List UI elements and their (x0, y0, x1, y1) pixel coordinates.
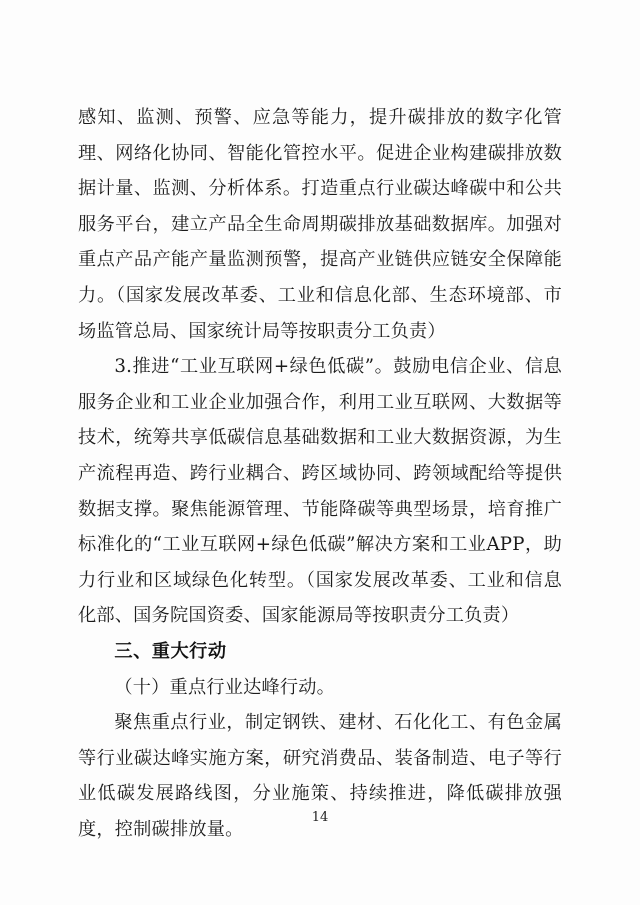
paragraph-3: （十）重点行业达峰行动。 (114, 676, 336, 698)
section-heading-three: 三、重大行动 (114, 640, 227, 662)
paragraph-4: 聚焦重点行业，制定钢铁、建材、石化化工、有色金属等行业碳达峰实施方案，研究消费品、装备制造、电子等行业低碳发展路线图，分业施策、持续推进，降低碳排放强度，控制碳排放量。 (78, 712, 562, 840)
paragraph-1: 感知、监测、预警、应急等能力，提升碳排放的数字化管理、网络化协同、智能化管控水平。促进企业构建碳排放数据计量、监测、分析体系。打造重点行业碳达峰碳中和公共服务平台，建立产品全生命周期碳排放基础数据库。加强对重点产品产能产量监测预警，提高产业链供应链安全保障能力。（国家发展改革委、工业和信息化部、生态环境部、市场监管总局、国家统计局等按职责分工负责） (78, 107, 562, 342)
page-content (78, 100, 562, 847)
page-number: 14 (311, 810, 329, 825)
paragraph-2: 3.推进“工业互联网+绿色低碳”。鼓励电信企业、信息服务企业和工业企业加强合作，利用工业互联网、大数据等技术，统筹共享低碳信息基础数据和工业大数据资源，为生产流程再造、跨行业耦合、跨区域协同、跨领域配给等提供数据支撑。聚焦能源管理、节能降碳等典型场景，培育推广标准化的“工业互联网+绿色低碳”解决方案和工业APP，助力行业和区域绿色化转型。（国家发展改革委、工业和信息化部、国务院国资委、国家能源局等按职责分工负责） (78, 356, 562, 627)
